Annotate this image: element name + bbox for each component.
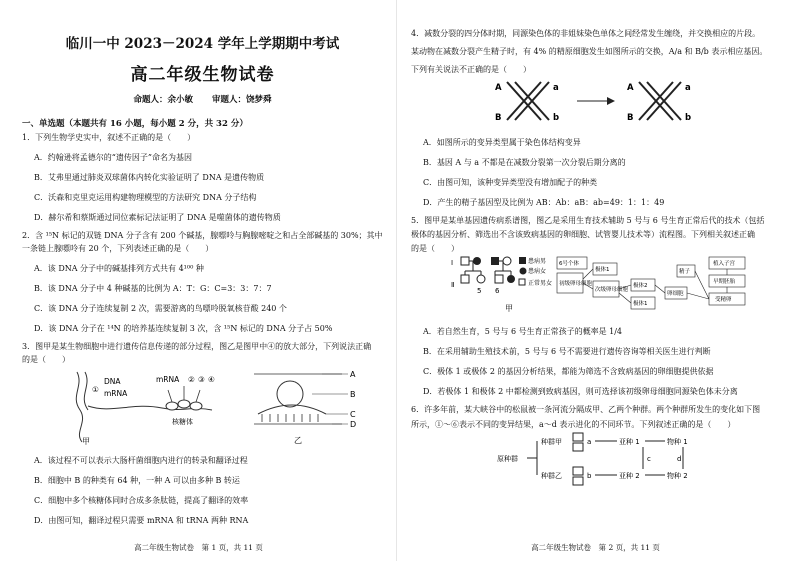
q4-fig-b: b (553, 113, 560, 123)
q3-option-a: A．该过程不可以表示大肠杆菌细胞内进行的转录和翻译过程 (34, 456, 248, 465)
q4-fig-A: A (495, 83, 502, 93)
authors (22, 93, 383, 105)
q5-gen-2: Ⅱ (451, 281, 455, 289)
q5-option-d: D．若极体 1 和极体 2 中都检测到致病基因，则可选择该初级卵母细胞同源染色体未分离 (423, 387, 738, 396)
fig-num-4: ④ (208, 375, 215, 384)
fig-label-b: B (350, 390, 356, 399)
exam-title: 临川一中 2023－2024 学年上学期期中考试 (65, 36, 340, 52)
q6-pop-b: 种群乙 (541, 472, 562, 480)
svg-text:A: A (627, 83, 634, 93)
question-5-stem-3: 的是（ ） (411, 244, 459, 253)
question-3-stem-1: 3．图甲是某生物细胞中进行遗传信息传递的部分过程，图乙是图甲中④的放大部分，下列说法正确 (22, 342, 372, 351)
q3-figure (22, 366, 383, 450)
q4-option-b: B．基因 A 与 a 不都是在减数分裂第一次分裂后期分离的 (423, 158, 626, 167)
q3-option-b: B．细胞中 B 的种类有 64 种，一种 A 可以由多种 B 转运 (34, 476, 240, 485)
q4-figure (411, 76, 776, 132)
q5-box-1: 6号个体 (559, 261, 579, 267)
svg-text:B: B (627, 113, 634, 123)
q5-box-8: 精子 (679, 269, 691, 275)
q6-figure (411, 431, 776, 493)
q5-jia-label: 甲 (505, 304, 513, 313)
q2-option-d: D．该 DNA 分子在 ¹⁴N 的培养基连续复制 3 次，含 ¹⁵N 标记的 DNA 分子占 50% (34, 324, 333, 333)
question-5-stem-2: 极体的基因分析、筛选出不含该致病基因的卵细胞、试管婴儿技术等）流程图。下列相关叙述正确 (411, 230, 755, 239)
fig-label-a: A (350, 370, 356, 379)
reviewer-label: 审题人：饶梦舜 (211, 95, 272, 105)
q4-option-c: C．由图可知，该种变异类型没有增加配子的种类 (423, 178, 598, 187)
section-heading: 一、单选题（本题共有 16 小题，每小题 2 分，共 32 分） (22, 119, 248, 129)
svg-text:a: a (685, 83, 691, 93)
q5-box-2: 初级卵母细胞 (559, 281, 593, 287)
page-2-footer: 高二年级生物试卷 第 2 页，共 11 页 (531, 543, 660, 552)
fig-jia-label: 甲 (82, 437, 90, 446)
q5-box-11: 受精卵 (715, 297, 732, 303)
q6-species-2: 物种 2 (667, 472, 688, 480)
q5-box-4: 极体1 (595, 267, 610, 273)
q5-person-5: 5 (477, 287, 482, 295)
fig-mrna-label-2: mRNA (156, 375, 180, 384)
page-2 (397, 0, 794, 561)
q6-sub-1: 亚种 1 (619, 438, 640, 446)
q5-figure (411, 255, 776, 321)
q6-label-a: a (587, 438, 592, 446)
question-4-stem-2: 某动物在减数分裂产生精子时，有 4% 的精原细胞发生如图所示的交换，A/a 和 B/b 表示相应基因。 (411, 47, 768, 56)
q5-box-7: 卵细胞 (667, 291, 684, 297)
q1-option-c: C．沃森和克里克运用构建物理模型的方法研究 DNA 分子结构 (34, 193, 257, 202)
q5-option-a: A．若自然生育，5 号与 6 号生育正常孩子的概率是 1/4 (423, 327, 623, 336)
q5-option-b: B．在采用辅助生殖技术前，5 号与 6 号不需要进行遗传咨询等相关医生进行判断 (423, 347, 711, 356)
author-label: 命题人：余小敏 (133, 95, 194, 105)
fig-dna-label: DNA (104, 377, 121, 386)
q1-option-b: B．艾弗里通过肺炎双球菌体内转化实验证明了 DNA 是遗传物质 (34, 173, 265, 182)
fig-num-3: ③ (198, 375, 205, 384)
exam-subtitle: 高二年级生物试卷 (130, 65, 275, 85)
fig-ribosome-label: 核糖体 (172, 418, 193, 426)
q5-legend-female: 患病女 (528, 268, 547, 275)
q5-box-10: 早期胚胎 (713, 279, 736, 285)
q4-option-d: D．产生的精子基因型及比例为 AB：Ab：aB：ab=49：1：1：49 (423, 198, 665, 207)
question-6-stem-1: 6．许多年前，某大峡谷中的松鼠被一条河流分隔成甲、乙两个种群。两个种群所发生的变化如下图 (411, 405, 761, 414)
q1-option-d: D．赫尔希和蔡斯通过同位素标记法证明了 DNA 是噬菌体的遗传物质 (34, 213, 281, 222)
q2-option-a: A．该 DNA 分子中的碱基排列方式共有 4¹⁰⁰ 种 (34, 264, 204, 273)
q5-box-9: 植入子宫 (713, 261, 736, 267)
page-1-footer: 高二年级生物试卷 第 1 页，共 11 页 (134, 543, 263, 552)
q6-origin: 原种群 (497, 455, 518, 463)
question-4-stem-3: 下列有关说法不正确的是（ ） (411, 65, 531, 74)
q6-label-b: b (587, 472, 592, 480)
q4-fig-B: B (495, 113, 502, 123)
q5-box-3: 次级卵母细胞 (595, 287, 629, 293)
q6-label-c: c (647, 455, 651, 463)
q5-diagram (411, 255, 771, 317)
q4-fig-a: a (553, 83, 559, 93)
question-2-stem-2: 一条链上腺嘌呤有 20 个，下列表述正确的是（ ） (22, 244, 214, 253)
q4-option-a: A．如图所示的变异类型属于染色体结构变异 (423, 138, 581, 147)
q4-diagram (411, 76, 771, 128)
q5-gen-1: Ⅰ (451, 259, 454, 267)
fig-yi-label: 乙 (294, 436, 302, 445)
q2-option-b: B．该 DNA 分子中 4 种碱基的比例为 A：T：G：C=3：3：7：7 (34, 284, 272, 293)
question-4-stem-1: 4．减数分裂的四分体时期，同源染色体的非姐妹染色单体之间经常发生缠绕，并交换相应的片段。 (411, 29, 761, 38)
q3-option-c: C．细胞中多个核糖体同时合成多条肽链，提高了翻译的效率 (34, 496, 249, 505)
question-5-stem-1: 5．图甲是某单基因遗传病系谱图，图乙是采用生育技术辅助 5 号与 6 号生育正常后代的技术（包括 (411, 216, 765, 225)
q6-species-1: 物种 1 (667, 438, 688, 446)
q2-option-c: C．该 DNA 分子连续复制 2 次，需要游离的鸟嘌呤脱氧核苷酸 240 个 (34, 304, 287, 313)
question-1-stem: 1．下列生物学史实中，叙述不正确的是（ ） (22, 133, 196, 142)
fig-num-2: ② (188, 375, 195, 384)
q6-label-d: d (677, 455, 682, 463)
question-3-stem-2: 的是（ ） (22, 355, 70, 364)
q3-option-d: D．由图可知，翻译过程只需要 mRNA 和 tRNA 两种 RNA (34, 516, 249, 525)
fig-mrna-label-1: mRNA (104, 389, 128, 398)
question-6-stem-2: 所示，①～⑥表示不同的变异结果，a～d 表示进化的不同环节。下列叙述正确的是（ ） (411, 420, 736, 429)
q6-sub-2: 亚种 2 (619, 472, 640, 480)
fig-label-d: D (350, 420, 357, 429)
q5-legend-normal: 正常男女 (528, 280, 553, 287)
q5-person-6: 6 (495, 287, 500, 295)
q6-diagram (411, 431, 771, 489)
question-2-stem-1: 2．含 ¹⁵N 标记的双链 DNA 分子含有 200 个碱基，腺嘌呤与胸腺嘧啶之和占全部碱基的 30%；其中 (22, 231, 383, 240)
fig-label-c: C (350, 410, 356, 419)
q1-option-a: A．约翰逊将孟德尔的“遗传因子”命名为基因 (34, 153, 192, 162)
q6-pop-a: 种群甲 (541, 438, 562, 446)
q3-diagram (22, 366, 382, 446)
q5-option-c: C．极体 1 或极体 2 的基因分析结果，都能为筛选不含致病基因的卵细胞提供依据 (423, 367, 714, 376)
q5-box-5: 极体2 (633, 283, 648, 289)
q5-box-6: 极体1 (633, 301, 648, 307)
svg-text:b: b (685, 113, 692, 123)
q5-legend-male: 患病男 (528, 258, 547, 265)
fig-num-1: ① (92, 385, 99, 394)
